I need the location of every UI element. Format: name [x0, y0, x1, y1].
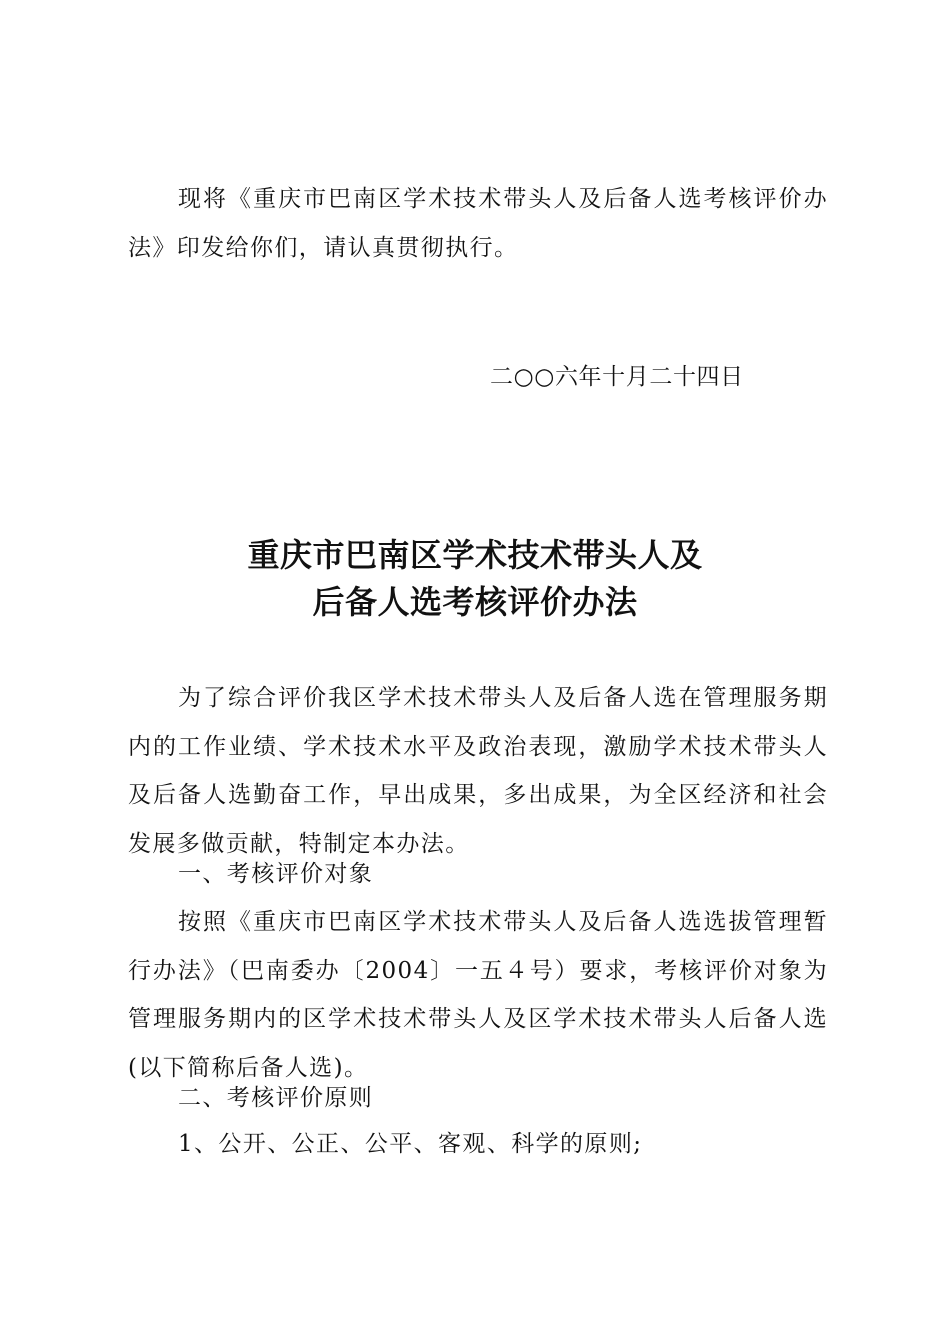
intro-paragraph: 现将《重庆市巴南区学术技术带头人及后备人选考核评价办法》印发给你们，请认真贯彻执行。 [128, 186, 828, 261]
section-2-item-1: 1、公开、公正、公平、客观、科学的原则; [178, 1131, 643, 1157]
issue-date: 二○○六年十月二十四日 [490, 364, 744, 390]
section-1-paragraph: 按照《重庆市巴南区学术技术带头人及后备人选选拔管理暂行办法》（巴南委办〔2004〕一五４号）要求，考核评价对象为管理服务期内的区学术技术带头人及区学术技术带头人后备人选(以下简称后备人选)。 [128, 909, 828, 1081]
document-title-line-1: 重庆市巴南区学术技术带头人及 [247, 536, 703, 574]
section-2-heading: 二、考核评价原则 [178, 1085, 374, 1111]
preamble-paragraph: 为了综合评价我区学术技术带头人及后备人选在管理服务期内的工作业绩、学术技术水平及政治表现，激励学术技术带头人及后备人选勤奋工作，早出成果，多出成果，为全区经济和社会发展多做贡献，特制定本办法。 [128, 685, 828, 857]
section-1-heading: 一、考核评价对象 [178, 861, 374, 887]
document-title-line-2: 后备人选考核评价办法 [312, 583, 638, 621]
